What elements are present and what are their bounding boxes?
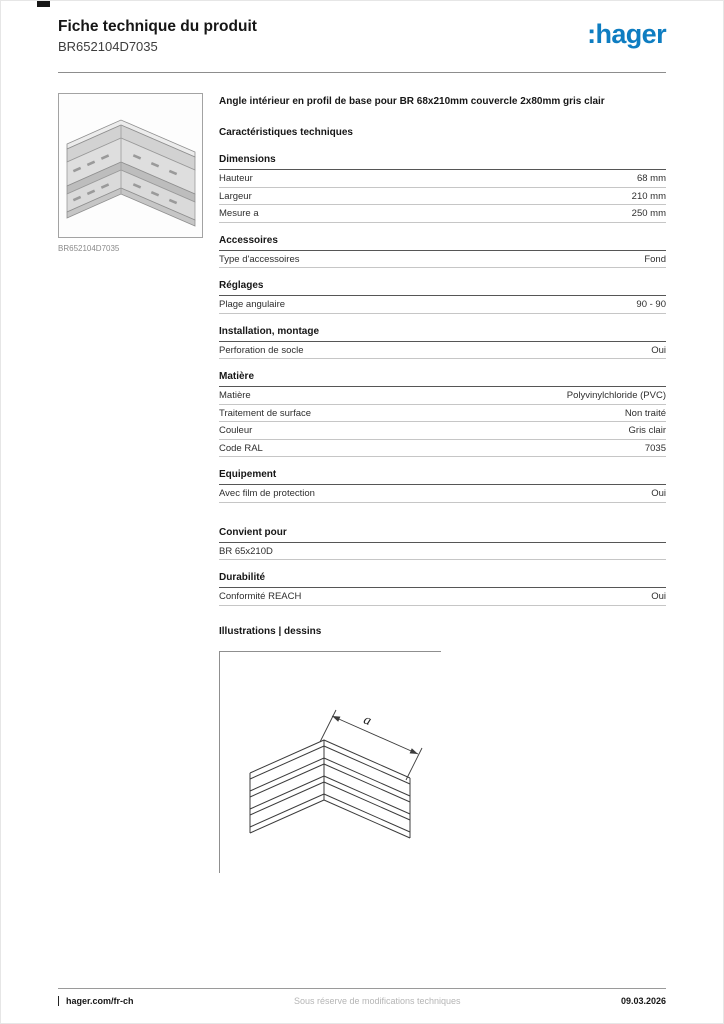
spec-value: Gris clair (628, 425, 666, 436)
main-column (219, 93, 666, 873)
section-title: Réglages (219, 280, 666, 296)
spec-value: 68 mm (636, 173, 666, 184)
content-area (58, 93, 666, 873)
section-convient-pour (219, 527, 666, 561)
crop-mark (37, 1, 50, 7)
spec-row (219, 485, 666, 503)
spec-label: Couleur (219, 425, 253, 436)
spec-value: 7035 (644, 442, 666, 454)
spec-label: Conformité REACH (219, 591, 302, 602)
section-title: Equipement (219, 469, 666, 485)
header-title-block (58, 18, 257, 54)
spec-value: 90 - 90 (636, 299, 666, 310)
header-divider (58, 72, 666, 73)
dimension-a-label: a (361, 711, 374, 729)
product-image (58, 93, 203, 238)
spec-row (219, 543, 666, 561)
product-render-graphic (59, 94, 202, 237)
spec-row (219, 342, 666, 360)
spec-value: 250 mm (631, 208, 666, 219)
section-durabilite (219, 572, 666, 606)
spec-row (219, 440, 666, 458)
page-header (58, 18, 666, 54)
illustrations-heading: Illustrations | dessins (219, 625, 322, 637)
spec-label: Avec film de protection (219, 488, 315, 499)
spec-row (219, 170, 666, 188)
section-accessoires (219, 235, 666, 269)
spec-value: Oui (651, 488, 666, 499)
product-code: BR652104D7035 (58, 39, 158, 54)
product-description: Angle intérieur en profil de base pour BR 68x210mm couvercle 2x80mm gris clair (219, 96, 605, 107)
spec-row (219, 296, 666, 314)
spec-label: Type d'accessoires (219, 253, 300, 265)
section-equipement (219, 469, 666, 503)
spec-label: Largeur (219, 190, 252, 202)
spec-label: Mesure a (219, 208, 259, 219)
spec-row (219, 588, 666, 606)
spec-label: Hauteur (219, 173, 253, 184)
spec-label: Code RAL (219, 442, 263, 454)
hager-logo: :hager (587, 19, 666, 49)
spec-value: Fond (644, 253, 666, 265)
footer-date: 09.03.2026 (620, 996, 666, 1006)
corner-drawing-graphic (220, 652, 442, 874)
technical-drawing (219, 651, 441, 873)
section-title: Matière (219, 371, 666, 387)
page-title: Fiche technique du produit (58, 18, 257, 35)
product-image-caption: BR652104D7035 (58, 244, 120, 253)
spec-label: Plage angulaire (219, 299, 286, 310)
section-title: Convient pour (219, 527, 666, 543)
spec-value: Non traité (624, 407, 666, 419)
section-title: Dimensions (219, 154, 666, 170)
section-reglages (219, 280, 666, 314)
spec-label: Traitement de surface (219, 407, 312, 419)
footer-disclaimer: Sous réserve de modifications techniques (293, 996, 461, 1006)
spec-row (219, 188, 666, 206)
section-matiere (219, 371, 666, 457)
spec-value: 210 mm (631, 190, 666, 202)
section-title: Durabilité (219, 572, 666, 588)
spec-value: Oui (651, 591, 666, 602)
left-column (58, 93, 203, 873)
spec-row (219, 405, 666, 423)
section-title: Installation, montage (219, 326, 666, 342)
spec-label: Perforation de socle (219, 344, 304, 356)
spec-value: Oui (651, 344, 666, 356)
footer-site: hager.com/fr-ch (58, 996, 134, 1006)
section-title: Accessoires (219, 235, 666, 251)
spec-row (219, 205, 666, 223)
section-installation-montage (219, 326, 666, 360)
spec-label: BR 65x210D (219, 545, 273, 557)
spec-row (219, 251, 666, 269)
page-footer (58, 988, 666, 1006)
spec-value: Polyvinylchloride (PVC) (566, 390, 666, 401)
spec-row (219, 422, 666, 440)
spec-row (219, 387, 666, 405)
spec-label: Matière (219, 390, 251, 401)
section-dimensions (219, 154, 666, 223)
spec-heading: Caractéristiques techniques (219, 127, 353, 138)
